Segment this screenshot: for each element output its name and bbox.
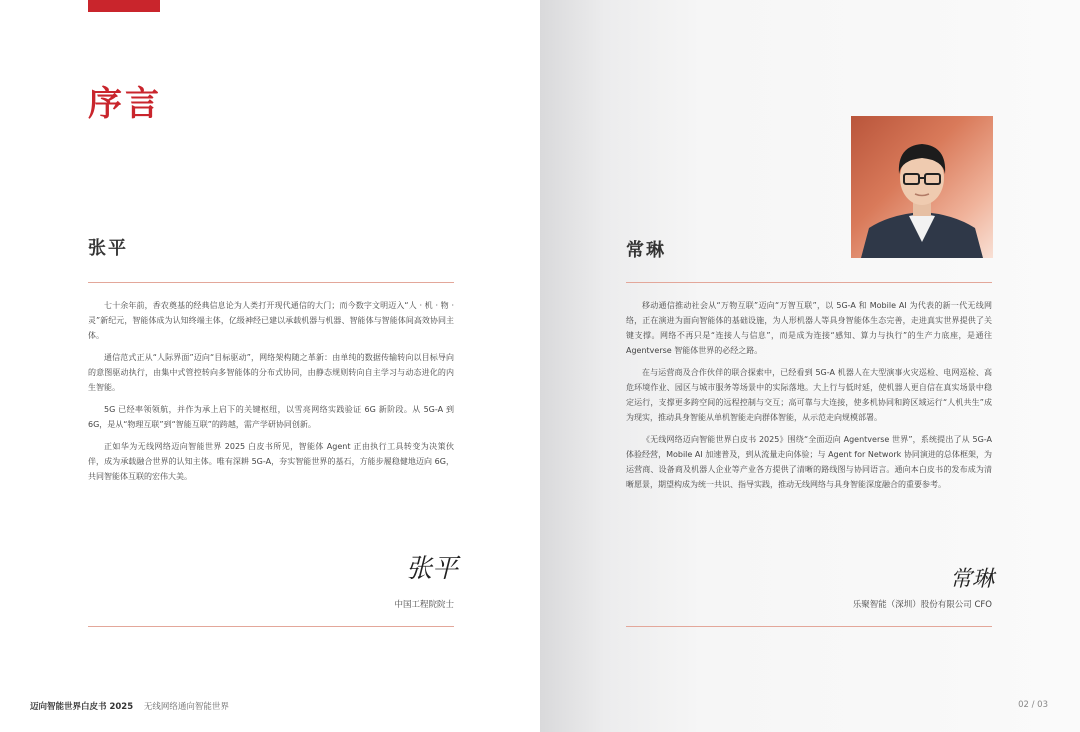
portrait-photo [851,116,993,258]
portrait-icon [851,116,993,258]
right-signature: 常琳 [950,567,995,592]
left-paragraph: 正如华为无线网络迈向智能世界 2025 白皮书所见，智能体 Agent 正由执行工具转变为决策伙伴，成为承载融合世界的认知主体。唯有深耕 5G-A，夯实智能世界的基石，方能步履稳健地迈向 6G，共同智能体互联的宏伟大美。 [88,442,454,481]
left-paragraph: 5G 已经率领领航，并作为承上启下的关键枢纽，以雪亮网络实践验证 6G 新阶段。从 5G-A 到 6G，是从“物理互联”到“智能互联”的跨越，需产学研协同创新。 [88,405,454,429]
preface-title: 序言 [88,84,162,124]
left-paragraph: 七十余年前，香农奠基的经典信息论为人类打开现代通信的大门；而今数字文明迈入“人 · 机 · 物 · 灵”新纪元，智能体成为认知终端主体，亿级神经已建以承载机器与机器、智能体与智能体间高效协同主体。 [88,301,454,340]
left-paragraph: 通信范式正从“人际界面”迈向“目标驱动”，网络架构随之革新：由单纯的数据传输转向以目标导向的意图驱动执行，由集中式管控转向多智能体的分布式协同，由静态规则转向自主学习与动态进化的内生智能。 [88,353,454,392]
right-sign-title: 乐聚智能（深圳）股份有限公司 CFO [852,600,992,610]
top-accent-tab [88,0,160,12]
left-body-text [88,298,454,491]
right-paragraph: 《无线网络迈向智能世界白皮书 2025》围绕“全面迈向 Agentverse 世界”，系统提出了从 5G-A 体验经营，Mobile AI 加速普及，到从流量走向体验；与 Agent for Network 协同演进的总体框架，为运营商、设备商及机器人企业等产业各方提供了清晰的路线图与协同语言。通向本白皮书的发布成为清晰愿景，期望构成为统一共识、指导实践，推动无线网络与具身智能深度融合的重要参考。 [626,435,992,489]
left-bottom-divider [88,626,454,627]
right-bottom-divider [626,626,992,627]
footer [30,700,229,712]
right-paragraph: 在与运营商及合作伙伴的联合探索中，已经看到 5G-A 机器人在大型演事火灾巡检、电网巡检、高危环境作业、园区与城市服务等场景中的实际落地。大上行与低时延，使机器人更自信在真实场景中稳定运行，支撑更多跨空间的远程控制与交互；高可靠与大连接，使多机协同和跨区域运行“人机共生”成为现实，推动具身智能从单机智能走向群体智能，从示范走向规模部署。 [626,368,992,422]
right-top-divider [626,282,992,283]
footer-title: 迈向智能世界白皮书 2025 [30,702,134,712]
footer-subtitle: 无线网络通向智能世界 [143,702,229,712]
right-author-name: 常琳 [626,240,666,261]
page-number: 02 / 03 [1018,700,1048,710]
left-signature: 张平 [406,554,459,584]
left-sign-title: 中国工程院院士 [394,600,454,610]
left-top-divider [88,282,454,283]
right-paragraph: 移动通信推动社会从“万物互联”迈向“万智互联”，以 5G-A 和 Mobile AI 为代表的新一代无线网络，正在演进为面向智能体的基础设施，为人形机器人等具身智能体生态完善，走进真实世界提供了关键支撑。网络不再只是“连接人与信息”，而是成为连接“感知、算力与执行”的生产力底座，是通往 Agentverse 智能体世界的必经之路。 [626,301,992,355]
right-body-text [626,298,992,499]
left-author-name: 张平 [88,238,128,259]
